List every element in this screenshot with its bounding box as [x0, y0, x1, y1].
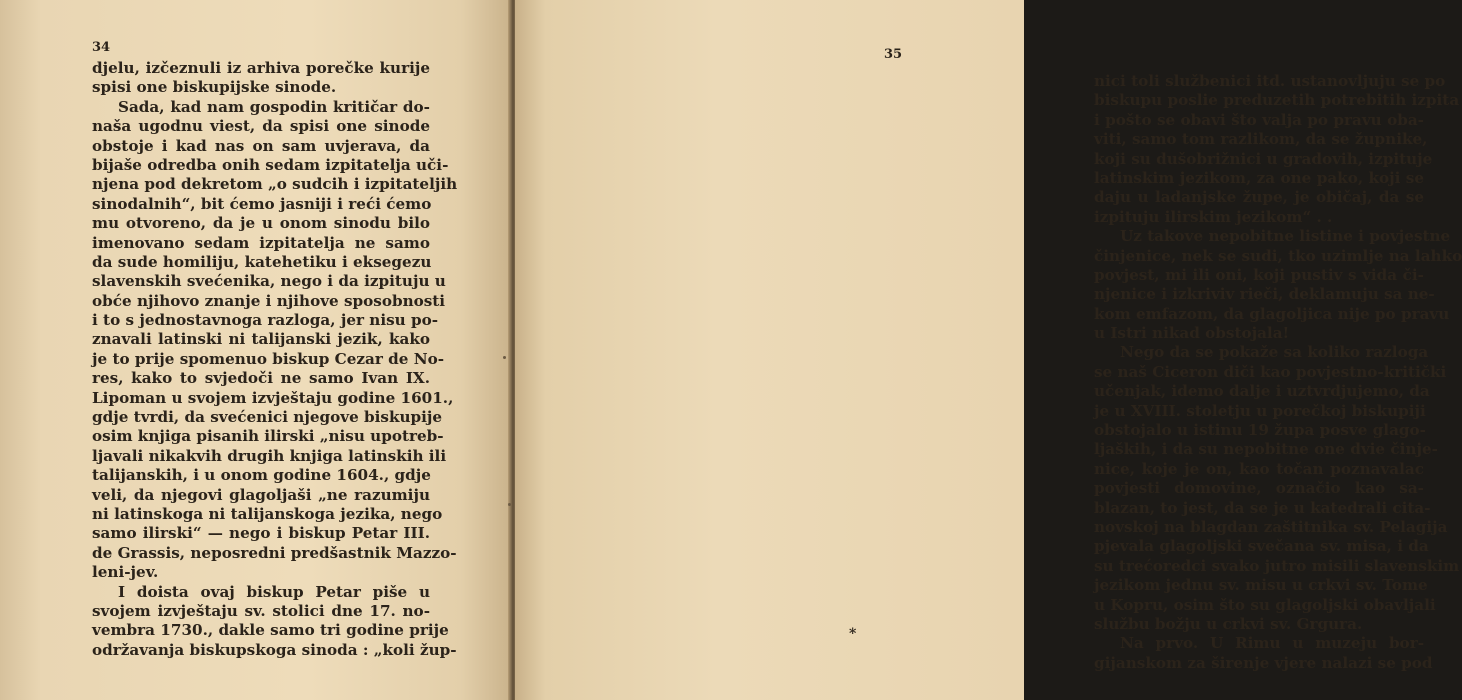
- left-text-line: osim knjiga pisanih ilirski „nisu upotreb-: [92, 427, 444, 446]
- left-text-line: znavali latinski ni talijanski jezik, kako: [92, 330, 430, 349]
- left-text-line: Lipoman u svojem izvještaju godine 1601.,: [92, 388, 454, 407]
- right-text-line: povjesti domovine, označio kao sa-: [1094, 479, 1424, 498]
- left-text-line: samo ilirski“ — nego i biskup Petar III.: [92, 524, 430, 543]
- right-text-line: daju u ladanjske župe, je običaj, da se: [1094, 188, 1424, 207]
- right-text-line: koji su dušobrižnici u gradovih, izpituje: [1094, 149, 1433, 168]
- left-page-text: [92, 59, 458, 660]
- left-page: [0, 0, 512, 700]
- left-text-line: naša ugodnu viest, da spisi one sinode: [92, 117, 430, 136]
- left-text-line: Sada, kad nam gospodin kritičar do-: [118, 97, 430, 116]
- right-text-line: latinskim jezikom, za one pako, koji se: [1094, 168, 1424, 187]
- left-text-line: de Grassis, neposredni predšastnik Mazzo-: [92, 543, 457, 562]
- left-text-line: njena pod dekretom „o sudcih i izpitateljih: [92, 175, 458, 194]
- right-text-line: se naš Ciceron diči kao povjestno-kritički: [1094, 362, 1447, 381]
- right-text-line: službu božju u crkvi sv. Grgura.: [1094, 614, 1363, 633]
- left-text-line: djelu, izčeznuli iz arhiva porečke kurije: [92, 59, 430, 77]
- left-text-line: svojem izvještaju sv. stolici dne 17. no-: [92, 601, 430, 620]
- left-text-line: održavanja biskupskoga sinoda : „koli žup-: [92, 640, 457, 659]
- right-text-line: je u XVIII. stoletju u porečkoj biskupiji: [1094, 401, 1426, 420]
- right-page-text: [1094, 72, 1462, 673]
- right-text-line: Uz takove nepobitne listine i povjestne: [1120, 227, 1451, 246]
- left-text-line: obće njihovo znanje i njihove sposobnosti: [92, 291, 446, 310]
- margin-speck: [503, 356, 506, 359]
- left-text-line: gdje tvrdi, da svećenici njegove biskupije: [92, 408, 443, 427]
- right-text-line: obstojalo u istinu 19 župa posve glago-: [1094, 421, 1426, 440]
- right-text-line: Na prvo. U Rimu u muzeju bor-: [1120, 634, 1424, 653]
- right-text-line: pjevala glagoljski svečana sv. misa, i da: [1094, 537, 1429, 556]
- left-text-line: bijaše odredba onih sedam izpitatelja uči-: [92, 155, 449, 174]
- left-text-line: ljavali nikakvih drugih knjiga latinskih ili: [92, 446, 447, 465]
- left-text-line: talijanskih, i u onom godine 1604., gdje: [92, 466, 431, 485]
- left-text-line: obstoje i kad nas on sam uvjerava, da: [92, 136, 430, 155]
- right-page: [515, 0, 1462, 700]
- left-text-line: ni latinskoga ni talijanskoga jezika, nego: [92, 504, 443, 523]
- right-text-line: viti, samo tom razlikom, da se župnike,: [1094, 130, 1428, 149]
- left-text-line: mu otvoreno, da je u onom sinodu bilo: [92, 214, 430, 233]
- left-text-line: je to prije spomenuo biskup Cezar de No-: [92, 349, 445, 368]
- right-text-line: gijanskom za širenje vjere nalazi se pod: [1094, 653, 1433, 672]
- right-text-line: u Istri nikad obstojala!: [1094, 324, 1290, 343]
- right-text-line: izpituju ilirskim jezikom“ . .: [1094, 207, 1333, 226]
- right-text-line: ljaških, i da su nepobitne one dvie činje-: [1094, 440, 1438, 459]
- left-text-line: slavenskih svećenika, nego i da izpituju u: [92, 272, 446, 291]
- right-text-line: i pošto se obavi što valja po pravu oba-: [1094, 110, 1424, 129]
- right-text-line: nice, koje je on, kao točan poznavalac: [1094, 459, 1424, 478]
- right-text-line: u Kopru, osim što su glagoljski obavljali: [1094, 595, 1436, 614]
- right-text-line: su trećoredci svako jutro misili slavenskim: [1094, 556, 1460, 575]
- right-text-line: kom emfazom, da glagoljica nije po pravu: [1094, 304, 1450, 323]
- right-text-line: učenjak, idemo dalje i uztvrdjujemo, da: [1094, 382, 1430, 401]
- right-text-line: njenice i izkriviv rieči, deklamuju sa ne-: [1094, 285, 1435, 304]
- left-text-line: res, kako to svjedoči ne samo Ivan IX.: [92, 369, 430, 388]
- left-text-line: da sude homiliju, katehetiku i eksegezu: [92, 252, 432, 271]
- right-text-line: biskupu poslie preduzetih potrebitih izpita: [1094, 91, 1460, 110]
- right-text-line: Nego da se pokaže sa koliko razloga: [1120, 343, 1429, 362]
- right-text-line: povjest, mi ili oni, koji pustiv s vida či-: [1094, 265, 1424, 284]
- page-number-left: 34: [92, 40, 111, 55]
- left-text-line: vembra 1730., dakle samo tri godine prije: [92, 621, 449, 640]
- right-text-line: novskoj na blagdan zaštitnika sv. Pelagija: [1094, 517, 1448, 536]
- left-text-line: sinodalnih“, bit ćemo jasniji i reći ćemo: [92, 194, 432, 213]
- right-text-line: nici toli službenici itd. ustanovljuju se po: [1094, 72, 1446, 90]
- left-text-line: veli, da njegovi glagoljaši „ne razumiju: [92, 485, 430, 504]
- left-text-line: imenovano sedam izpitatelja ne samo: [92, 233, 430, 252]
- right-text-line: blazan, to jest, da se je u katedrali cita-: [1094, 498, 1431, 517]
- left-text-line: spisi one biskupijske sinode.: [92, 78, 337, 97]
- right-text-line: činjenice, nek se sudi, tko uzimlje na lahko: [1094, 246, 1462, 265]
- footer-asterisk: *: [849, 626, 857, 642]
- page-number-right: 35: [884, 47, 903, 62]
- left-text-line: leni-jev.: [92, 563, 159, 582]
- left-text-line: I doista ovaj biskup Petar piše u: [118, 582, 430, 601]
- right-text-line: jezikom jednu sv. misu u crkvi sv. Tome: [1094, 576, 1428, 595]
- left-text-line: i to s jednostavnoga razloga, jer nisu po-: [92, 311, 439, 330]
- margin-speck: [508, 503, 511, 506]
